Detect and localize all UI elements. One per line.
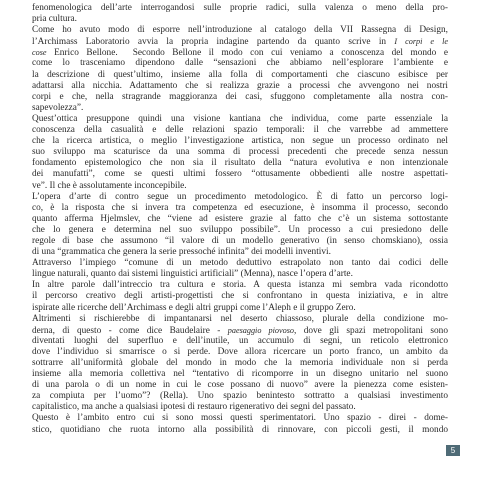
text-line: Quest’ottica presuppone quindi una visione kantiana che individua, come parte essenziale la <box>32 113 448 124</box>
text-segment: , dove gli spazi metropolitani sono <box>294 325 448 336</box>
text-line <box>32 36 448 47</box>
text-line: diventati luoghi del superfluo e dell’inutile, un accumulo di segni, un reticolo elettronico <box>32 335 448 346</box>
text-line: ispirate alle ricerche dell’Archimass e degli altri gruppi come l’Aleph e il gruppo Zero. <box>32 302 356 313</box>
text-line: il percorso creativo degli artisti-progettisti che si confrontano in questa iniziativa, e in altre <box>32 291 448 302</box>
text-line: dei manufatti”, come se questi ultimi fossero “ottusamente obbedienti alle nostre aspettati- <box>32 169 448 180</box>
text-line: sapevolezza”. <box>32 102 84 113</box>
text-line: Questo è l’ambito entro cui si sono mossi questi sperimentatori. Uno spazio - direi - dome- <box>32 413 448 424</box>
text-line: conoscenza della casualità e delle relazioni spazio temporali: il che varrebbe ad ammettere <box>32 125 448 136</box>
text-line: che la ricerca artistica, o meglio l’investigazione artistica, non segue un processo ordinato nel <box>32 136 448 147</box>
text-line: co, è la risposta che si invera tra competenza ed esecuzione, è insomma il processo, secondo <box>32 202 448 213</box>
page-number: 5 <box>446 445 460 456</box>
text-segment: l’Archimass Laboratorio avvia la propria indagine partendo da quanto scrive in <box>32 37 395 48</box>
text-line: di una “grammatica che genera la serie pressoché infinita” dei modelli inventivi. <box>32 247 331 258</box>
text-line: la descrizione di quest’ultimo, insieme alla folla di comportamenti che ciascuno esibisce per <box>32 69 448 80</box>
text-line: adattarsi alla nicchia. Adattamento che si realizza grazie a processi che avvengono nei nostri <box>32 80 448 91</box>
text-line: pria cultura. <box>32 14 77 25</box>
text-line: ve”. Il che è assolutamente inconcepibile. <box>32 180 187 191</box>
text-line: fenomenologica dell’arte interrogandosi sulle proprie radici, sulla valenza o meno della pro- <box>32 3 448 13</box>
text-line: corpi e che, nella stragrande maggioranza dei casi, sfuggono completamente alla nostra con- <box>32 91 448 102</box>
text-line: dove l’individuo si smarrisce o si perde. Dove allora ricercare un porto franco, un ambito da <box>32 346 448 357</box>
text-line: In altre parole dall’intreccio tra cultura e storia. A questa istanza mi sembra vada ricondotto <box>32 280 448 291</box>
italic-title: cose <box>32 48 47 58</box>
text-line: sottrarre all’uniformità globale del mondo in modo che la memoria individuale non si perda <box>32 358 448 368</box>
text-line: di una parola o di un nome in cui le cose possano di nuovo” avere la pienezza come esisten- <box>32 380 448 391</box>
text-line: Come ho avuto modo di esporre nell’introduzione al catalogo della VII Rassegna di Design, <box>32 25 448 36</box>
text-line: stico, quotidiano che ruota intorno alla possibilità di rinnovare, con piccoli gesti, il mondo <box>32 424 448 435</box>
text-segment: derna, di questo - come dice Baudelaire - <box>32 325 228 336</box>
text-line: Attraverso l’impiego “comune di un metodo deduttivo estrapolato non tanto dai codici delle <box>32 258 448 269</box>
body-text <box>32 3 448 436</box>
text-line: come lo trasceniamo dipendono dalle “sensazioni che abbiamo nell’esplorare l’ambiente e <box>32 58 448 69</box>
text-line: lingue naturali, quanto dai sistemi linguistici artificiali” (Menna), nasce l’opera d’arte. <box>32 269 353 280</box>
text-line: Altrimenti si rischierebbe di impantanarsi nel deserto chiassoso, plurale della condizione mo- <box>32 313 448 324</box>
text-line: quanto afferma Hjelmslev, che “viene ad esistere grazie al fatto che c’è un sistema sottostante <box>32 213 448 224</box>
text-line <box>32 47 448 58</box>
text-line: suo sviluppo ma scaturisce da una somma di processi precedenti che precede senza nessun <box>32 147 448 158</box>
text-line: L’opera d’arte di contro segue un procedimento metodologico. È di fatto un percorso logi- <box>32 191 448 202</box>
text-line: regole di base che assumono “il valore di un modello generativo (in senso chomskiano), ossia <box>32 235 448 246</box>
text-line <box>32 325 448 336</box>
text-line: fondamento epistemologico che non sia il risultato della “natura evolutiva e non intenzionale <box>32 158 448 169</box>
text-line: insieme alla memoria collettiva nel “tentativo di ricomporre in un disegno unitario nel suono <box>32 369 448 380</box>
italic-title: I corpi e le <box>394 37 448 47</box>
text-line: za compiuta per l’uomo”? (Rella). Uno spazio benintesto sottratto a qualsiasi investimento <box>32 391 448 402</box>
text-line: capitalistico, ma anche a qualsiasi ipotesi di restauro rigenerativo dei segni del passato. <box>32 402 356 413</box>
text-segment: Enrico Bellone. Secondo Bellone il modo con cui veniamo a conoscenza del mondo e <box>46 48 448 59</box>
italic-title: paesaggio piovoso <box>227 325 295 335</box>
text-line: che lo genera e determina nel suo sviluppo possibile”. Un processo a cui presiedono delle <box>32 224 448 235</box>
